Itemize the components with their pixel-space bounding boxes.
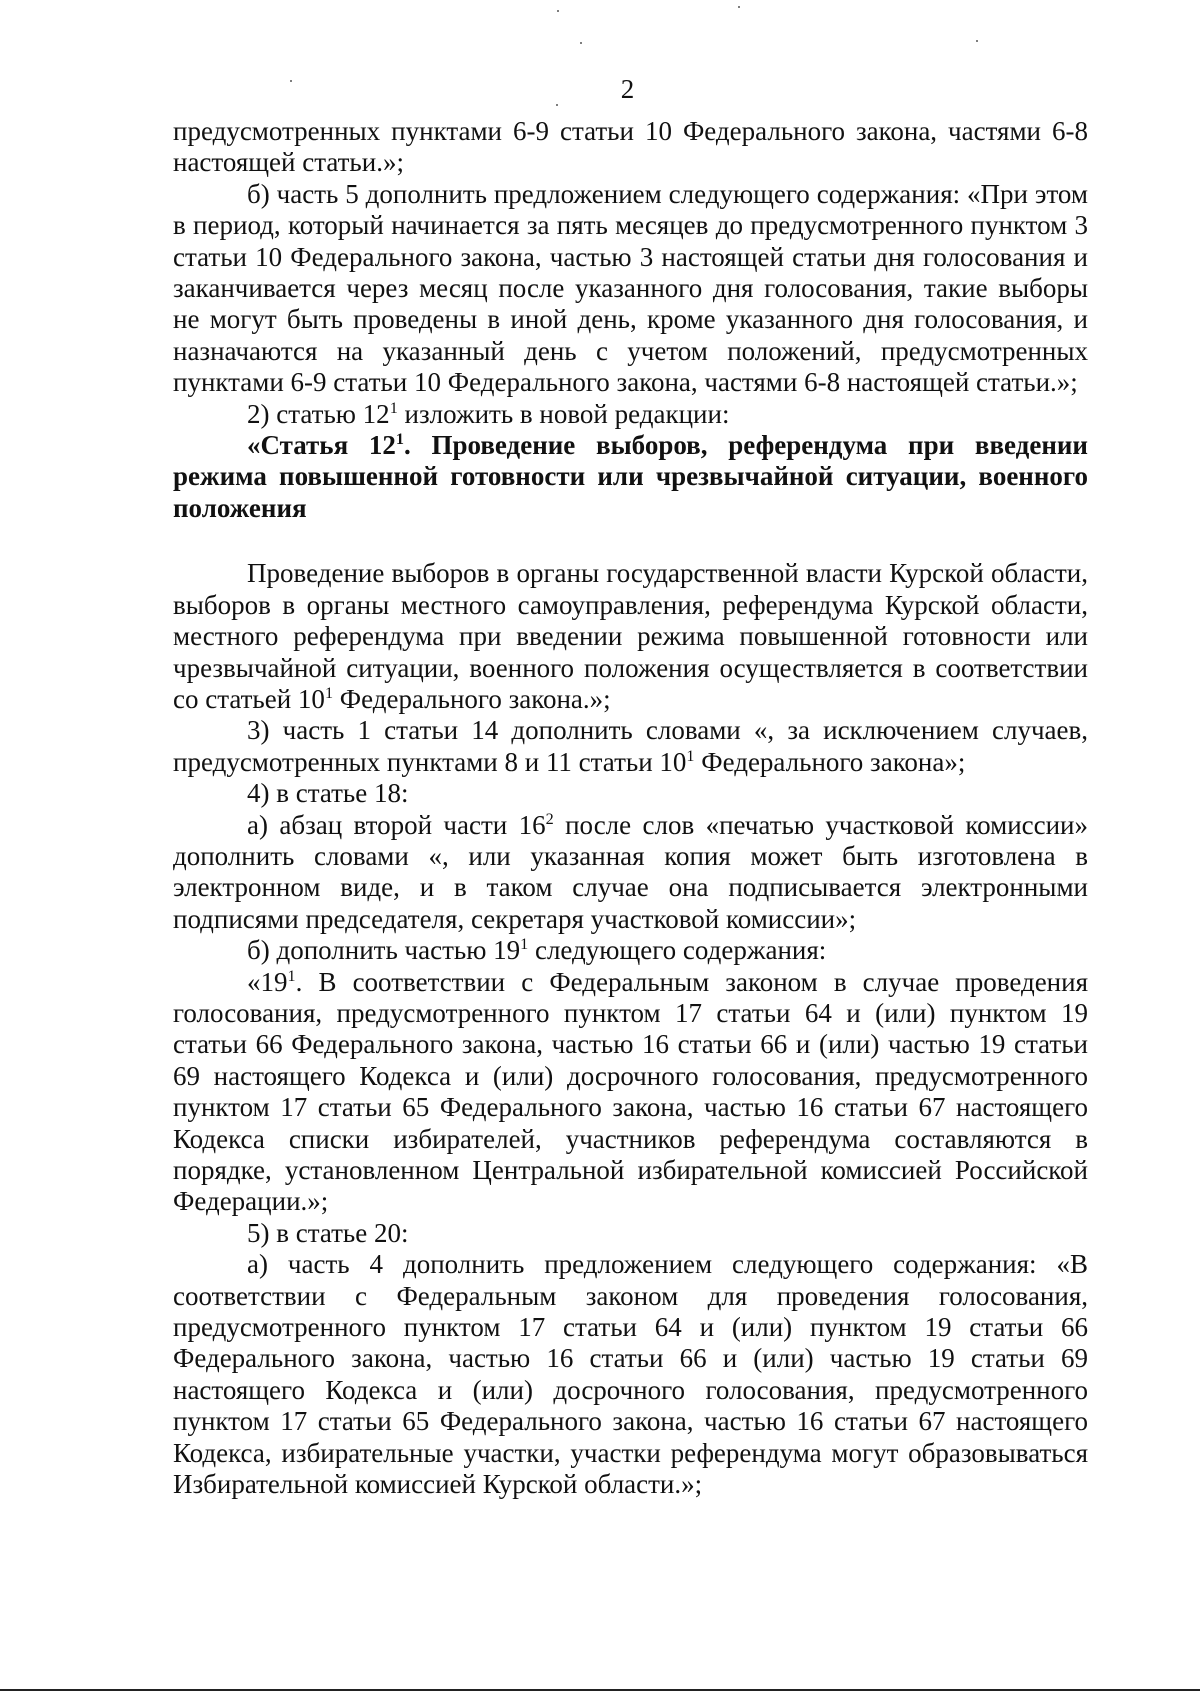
paragraph-text: Федерального закона.»; <box>333 683 611 714</box>
paragraph-text: 3) часть 1 статьи 14 дополнить словами «, за исключением случаев, предусмотренных пунктами 8 и 11 статьи 10 <box>173 715 1088 777</box>
paragraph-text: а) часть 4 дополнить предложением следующего содержания: «В соответствии с Федеральным законом для проведения голосования, предусмотренного пунктом 17 статьи 64 и (или) пунктом 19 статьи 66 Федерального закона, частью 16 статьи 66 и (или) частью 19 статьи 69 настоящего Кодекса и (или) досрочного голосования, предусмотренного пунктом 17 статьи 65 Федерального закона, частью 16 статьи 67 настоящего Кодекса, избирательные участки, участки референдума могут образовываться Избирательной комиссией Курской области.»; <box>173 1249 1088 1500</box>
paragraph <box>173 935 1088 966</box>
superscript: 1 <box>686 746 695 765</box>
paragraph-text: б) часть 5 дополнить предложением следующего содержания: «При этом в период, который начинается за пять месяцев до предусмотренного пунктом 3 статьи 10 Федерального закона, частью 3 настоящей статьи дня голосования и заканчивается через месяц после указанного дня голосования, такие выборы не могут быть проведены в иной день, кроме указанного дня голосования, и назначаются на указанный день с учетом положений, предусмотренных пунктами 6-9 статьи 10 Федерального закона, частями 6-8 настоящей статьи.»; <box>173 178 1088 398</box>
paragraph-text: 5) в статье 20: <box>247 1217 409 1248</box>
scan-speck <box>738 6 740 8</box>
paragraph <box>173 179 1088 399</box>
superscript: 1 <box>389 398 398 417</box>
paragraph-text: 4) в статье 18: <box>247 778 409 809</box>
paragraph-text: . В соответствии с Федеральным законом в случае проведения голосования, предусмотренного пунктом 17 статьи 64 и (или) пунктом 19 статьи 66 Федерального закона, частью 16 статьи 66 и (или) частью 19 статьи 69 настоящего Кодекса и (или) досрочного голосования, предусмотренного пунктом 17 статьи 65 Федерального закона, частью 16 статьи 67 настоящего Кодекса списки избирателей, участников референдума составляются в порядке, установленном Центральной избирательной комиссией Российской Федерации.»; <box>173 966 1088 1217</box>
article-heading <box>173 430 1088 524</box>
paragraph <box>173 1218 1088 1249</box>
paragraph <box>173 810 1088 936</box>
superscript: 1 <box>395 430 405 449</box>
document-body <box>173 116 1088 1500</box>
paragraph <box>173 116 1088 179</box>
superscript: 1 <box>520 935 529 954</box>
paragraph-text: «19 <box>247 966 288 997</box>
paragraph-text: б) дополнить частью 19 <box>247 935 521 966</box>
paragraph-text: после слов «печатью участковой комиссии» дополнить словами «, или указанная копия может быть изготовлена в электронном виде, и в таком случае она подписывается электронными подписями председателя, секретаря участковой комиссии»; <box>173 809 1089 934</box>
paragraph <box>173 399 1088 430</box>
paragraph-text: 2) статью 12 <box>247 398 390 429</box>
paragraph-text: Федерального закона»; <box>694 746 966 777</box>
paragraph <box>173 778 1088 809</box>
paragraph <box>173 558 1088 715</box>
paragraph-text: следующего содержания: <box>528 935 827 966</box>
paragraph <box>173 1249 1088 1500</box>
paragraph <box>173 967 1088 1218</box>
paragraph-text: Проведение выборов в органы государственной власти Курской области, выборов в органы местного самоуправления, референдума Курской области, местного референдума при введении режима повышенной готовности или чрезвычайной ситуации, военного положения осуществляется в соответствии со статьей 10 <box>173 558 1088 714</box>
superscript: 1 <box>287 966 296 985</box>
scan-edge-line <box>0 1689 1200 1691</box>
scan-speck <box>976 40 978 42</box>
paragraph-text: предусмотренных пунктами 6-9 статьи 10 Федерального закона, частями 6-8 настоящей статьи.»; <box>173 116 1088 178</box>
superscript: 1 <box>324 683 334 702</box>
paragraph <box>173 715 1088 778</box>
heading-spacer <box>173 524 1088 558</box>
page-number: 2 <box>620 74 635 104</box>
scan-speck <box>580 42 582 44</box>
heading-text: «Статья 12 <box>247 430 396 461</box>
paragraph-text: изложить в новой редакции: <box>397 398 730 429</box>
paragraph-text: а) абзац второй части 16 <box>247 809 546 840</box>
superscript: 2 <box>545 809 554 828</box>
heading-text: . Проведение выборов, референдума при введении режима повышенной готовности или чрезвычайной ситуации, военного положения <box>173 430 1088 523</box>
scan-speck <box>557 10 559 12</box>
